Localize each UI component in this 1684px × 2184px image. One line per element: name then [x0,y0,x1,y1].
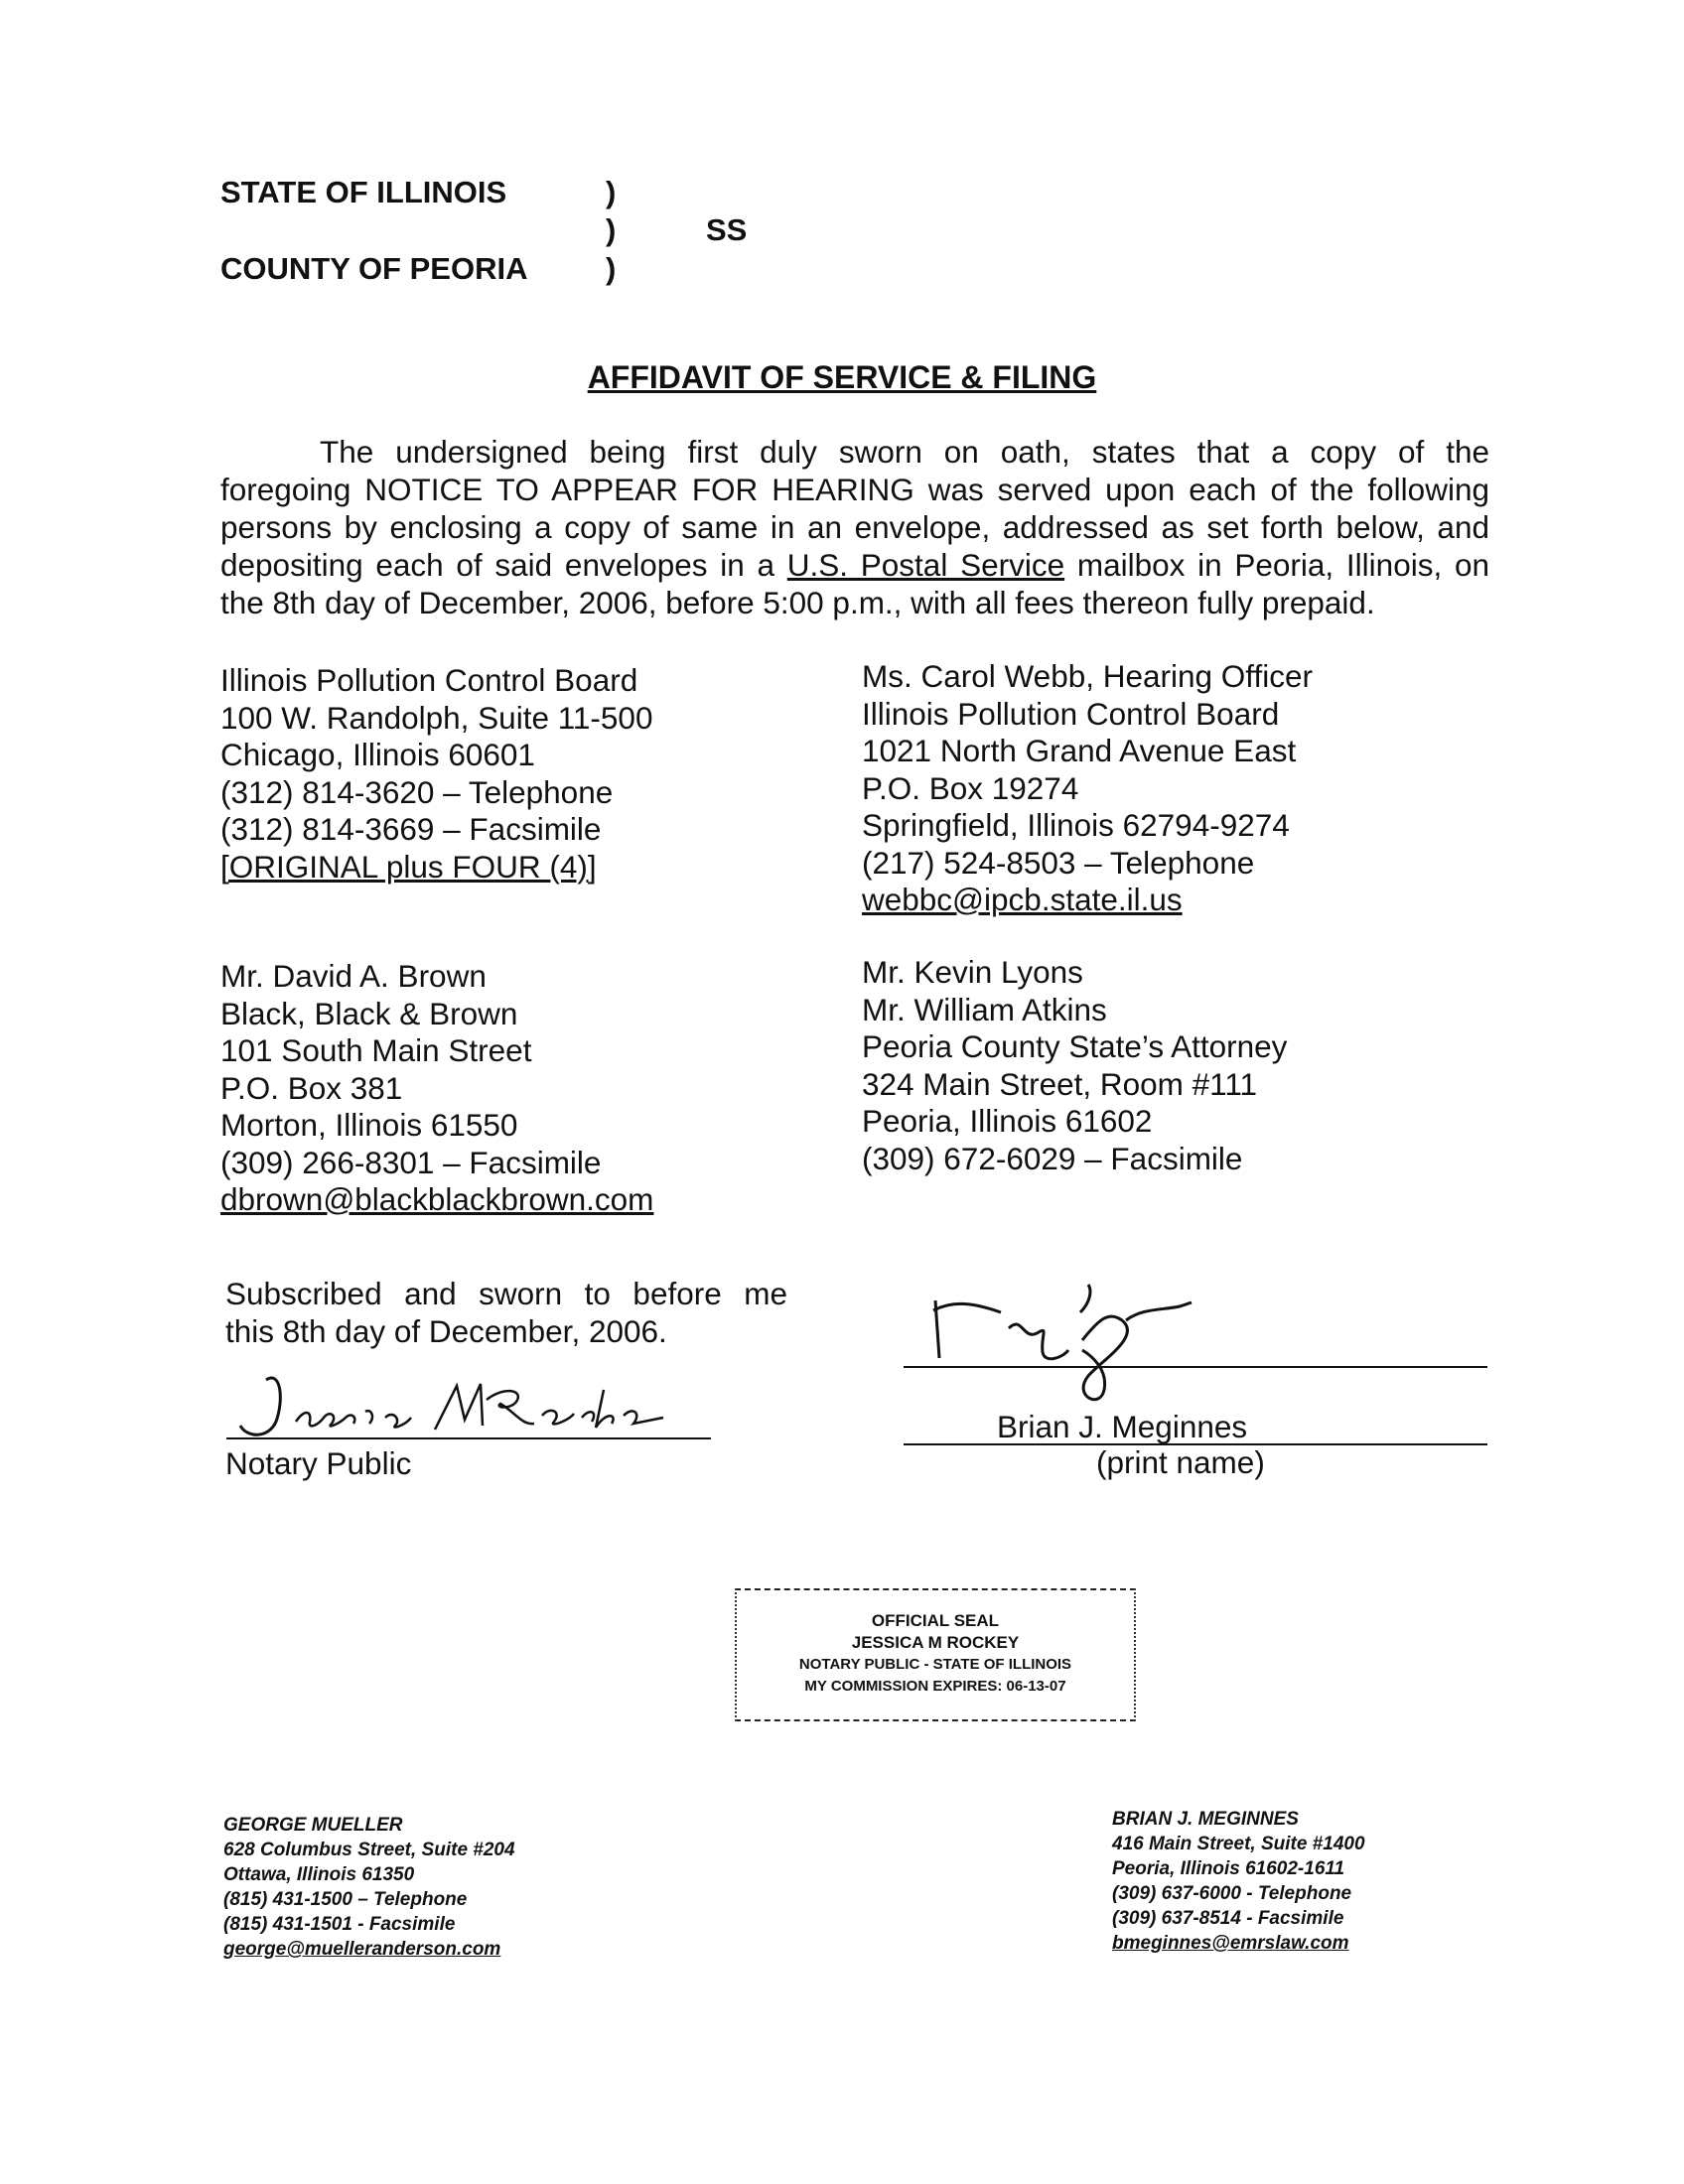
postal-service-text: U.S. Postal Service [786,547,1065,583]
subscribed-block [225,1275,787,1350]
recipient-email: webbc@ipcb.state.il.us [862,882,1183,917]
footer-line: 416 Main Street, Suite #1400 [1112,1834,1365,1854]
footer-line: Ottawa, Illinois 61350 [223,1864,415,1885]
affiant-printed-name: Brian J. Meginnes [997,1409,1248,1444]
footer-attorney-meginnes [1112,1807,1365,1956]
recipient-line: Black, Black & Brown [220,995,518,1031]
recipient-kevin-lyons [862,954,1287,1177]
paragraph-line-5: the 8th day of December, 2006, before 5:00 p.m., with all fees thereon fully prepaid. [220,585,1375,620]
document-title: AFFIDAVIT OF SERVICE & FILING [587,359,1097,395]
subscribed-line-1: Subscribed and sworn to before me [225,1276,787,1311]
footer-line: Peoria, Illinois 61602-1611 [1112,1858,1345,1879]
footer-line: (309) 637-6000 - Telephone [1112,1883,1352,1904]
recipient-line: Ms. Carol Webb, Hearing Officer [862,658,1313,694]
recipient-email: dbrown@blackblackbrown.com [220,1181,654,1217]
affiant-signature-line [904,1366,1487,1368]
venue-paren-top: ) [606,175,617,209]
venue-paren-bottom: ) [606,251,617,286]
paragraph-line-1: The undersigned being first duly sworn on oath, states that a copy of the [320,434,1489,470]
footer-line: (309) 637-8514 - Facsimile [1112,1908,1344,1929]
recipient-line: Springfield, Illinois 62794-9274 [862,807,1290,843]
footer-line: (815) 431-1500 – Telephone [223,1889,468,1910]
footer-line: 628 Columbus Street, Suite #204 [223,1840,515,1860]
subscribed-line-2: this 8th day of December, 2006. [225,1313,667,1349]
ss-label: SS [706,212,748,247]
recipient-line: (217) 524-8503 – Telephone [862,844,1255,881]
recipient-line: Peoria, Illinois 61602 [862,1103,1153,1139]
footer-line: GEORGE MUELLER [223,1815,403,1836]
seal-line: OFFICIAL SEAL [871,1611,1000,1630]
paragraph-line-3: persons by enclosing a copy of same in an envelope, addressed as set forth below, and [220,509,1489,545]
footer-line: (815) 431-1501 - Facsimile [223,1914,456,1935]
recipient-line: (312) 814-3620 – Telephone [220,773,614,810]
seal-line: JESSICA M ROCKEY [851,1633,1020,1652]
recipient-line: Peoria County State’s Attorney [862,1028,1288,1064]
recipient-line: Mr. Kevin Lyons [862,954,1083,990]
recipient-line: (309) 672-6029 – Facsimile [862,1140,1243,1176]
recipient-david-brown [220,958,653,1219]
recipient-line: Chicago, Illinois 60601 [220,737,535,772]
state-label: STATE OF ILLINOIS [220,175,507,209]
recipient-line: Mr. David A. Brown [220,958,487,994]
recipient-ipcb-chicago [220,662,652,886]
recipient-line: 101 South Main Street [220,1032,532,1068]
recipient-line: 324 Main Street, Room #111 [862,1065,1258,1102]
recipient-copies-note: [ORIGINAL plus FOUR (4)] [220,848,597,885]
notary-public-label: Notary Public [225,1445,412,1481]
seal-line: MY COMMISSION EXPIRES: 06-13-07 [804,1678,1066,1695]
notary-signature [226,1360,723,1449]
recipient-line: (312) 814-3669 – Facsimile [220,811,602,847]
affidavit-paragraph [220,433,1489,621]
recipient-line: 100 W. Randolph, Suite 11-500 [220,699,653,736]
recipient-line: Morton, Illinois 61550 [220,1107,518,1143]
notary-signature-line [226,1437,711,1439]
recipient-line: P.O. Box 381 [220,1069,403,1106]
recipient-carol-webb [862,658,1313,919]
recipient-line: Mr. William Atkins [862,991,1107,1027]
footer-attorney-mueller [223,1813,515,1962]
footer-email: bmeginnes@emrslaw.com [1112,1933,1349,1954]
print-name-label: (print name) [1096,1444,1265,1480]
footer-email: george@muelleranderson.com [223,1939,501,1960]
recipient-line: (309) 266-8301 – Facsimile [220,1144,602,1180]
recipient-line: P.O. Box 19274 [862,769,1079,806]
recipient-line: 1021 North Grand Avenue East [862,733,1297,768]
footer-line: BRIAN J. MEGINNES [1112,1809,1299,1830]
notary-seal-stamp [735,1588,1136,1721]
seal-line: NOTARY PUBLIC - STATE OF ILLINOIS [798,1656,1072,1673]
venue-paren-middle: ) [606,212,617,247]
paragraph-line-4 [220,546,1489,584]
paragraph-line-4-start: depositing each of said envelopes in a [220,547,787,583]
paragraph-line-4-end: mailbox in Peoria, Illinois, on [1064,547,1489,583]
paragraph-line-2: foregoing NOTICE TO APPEAR FOR HEARING was served upon each of the following [220,472,1489,507]
recipient-line: Illinois Pollution Control Board [220,662,638,698]
recipient-line: Illinois Pollution Control Board [862,695,1280,732]
county-label: COUNTY OF PEORIA [220,251,528,286]
